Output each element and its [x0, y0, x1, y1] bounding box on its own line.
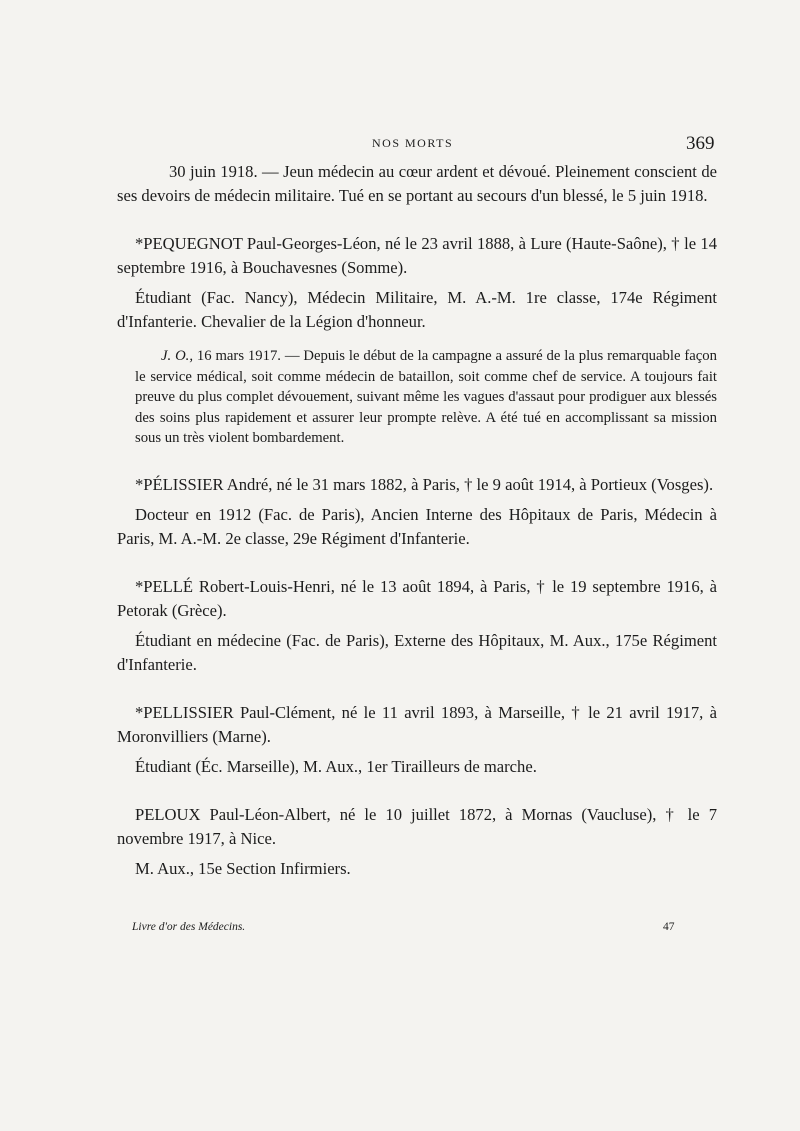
- entry-details-pelissier-andre: Docteur en 1912 (Fac. de Paris), Ancien Interne des Hôpitaux de Paris, Médecin à Paris, M. A.-M. 2e classe, 29e Régiment d'Infanterie.: [117, 504, 717, 548]
- entry-heading-pellissier-paul: *PELLISSIER Paul-Clément, né le 11 avril 1893, à Marseille, † le 21 avril 1917, à Moronvilliers (Marne).: [117, 702, 717, 746]
- page-text: [117, 160, 717, 881]
- entry-details-pelle: Étudiant en médecine (Fac. de Paris), Externe des Hôpitaux, M. Aux., 175e Régiment d'Infanterie.: [117, 630, 717, 674]
- entry-heading-pelle: *PELLÉ Robert-Louis-Henri, né le 13 août 1894, à Paris, † le 19 septembre 1916, à Petorak (Grèce).: [117, 576, 717, 620]
- footer-title: Livre d'or des Médecins.: [132, 921, 246, 933]
- entry-details-pequegnot: Étudiant (Fac. Nancy), Médecin Militaire, M. A.-M. 1re classe, 174e Régiment d'Infanterie. Chevalier de la Légion d'honneur.: [117, 288, 717, 331]
- citation-text: 16 mars 1917. — Depuis le début de la campagne a assuré de la plus remarquable façon le service médical, soit comme médecin de bataillon, soit comme chef de service. A toujours fait preuve du plus complet dévouement, suivant même les vagues d'assaut pour prodiguer aux blessés des soins plus rapidement et assurer leur prompte relève. A été tué en accomplissant sa mission sous un très violent bombardement.: [135, 348, 717, 446]
- entry-heading-peloux: PELOUX Paul-Léon-Albert, né le 10 juillet 1872, à Mornas (Vaucluse), † le 7 novembre 1917, à Nice.: [117, 804, 717, 848]
- entry-heading-pequegnot: *PEQUEGNOT Paul-Georges-Léon, né le 23 avril 1888, à Lure (Haute-Saône), † le 14 septembre 1916, à Bouchavesnes (Somme).: [117, 234, 717, 277]
- page-footer: [0, 921, 800, 941]
- entry-details-peloux: M. Aux., 15e Section Infirmiers.: [135, 858, 351, 878]
- running-head: NOS MORTS: [372, 136, 454, 150]
- citation-reference: J. O.,: [161, 348, 194, 364]
- signature-mark: 47: [663, 921, 675, 933]
- citation-pequegnot: [135, 346, 717, 449]
- page-number: 369: [686, 133, 715, 154]
- page-header: [0, 133, 800, 163]
- entry-heading-pelissier-andre: *PÉLISSIER André, né le 31 mars 1882, à Paris, † le 9 août 1914, à Portieux (Vosges).: [135, 474, 714, 494]
- continued-citation: 30 juin 1918. — Jeun médecin au cœur ardent et dévoué. Pleinement conscient de ses devoirs de médecin militaire. Tué en se portant au secours d'un blessé, le 5 juin 1918.: [117, 162, 717, 205]
- entry-details-pellissier-paul: Étudiant (Éc. Marseille), M. Aux., 1er Tirailleurs de marche.: [135, 756, 537, 776]
